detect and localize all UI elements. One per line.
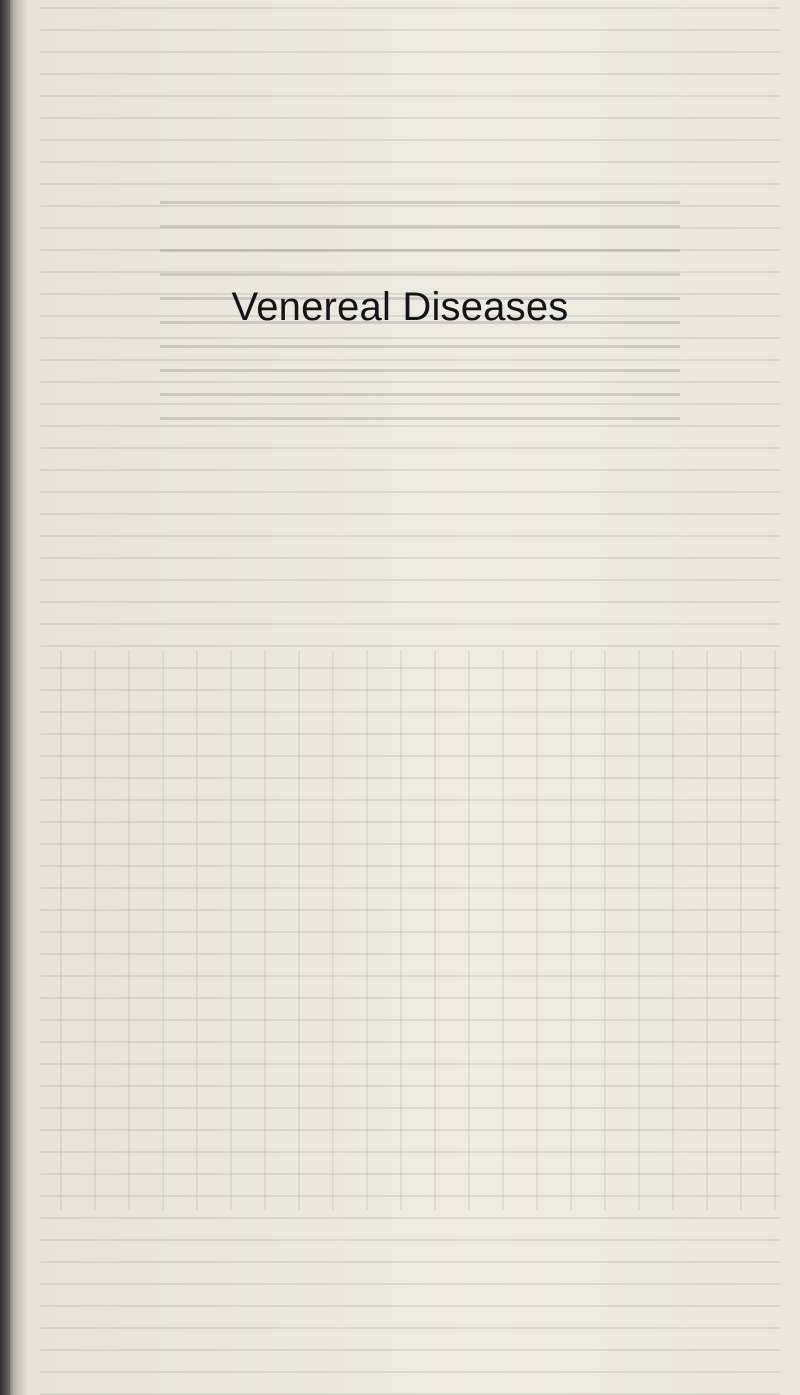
book-spine-shadow	[0, 0, 10, 1395]
show-through-table	[60, 650, 780, 1210]
section-title: Venereal Diseases	[231, 285, 569, 329]
